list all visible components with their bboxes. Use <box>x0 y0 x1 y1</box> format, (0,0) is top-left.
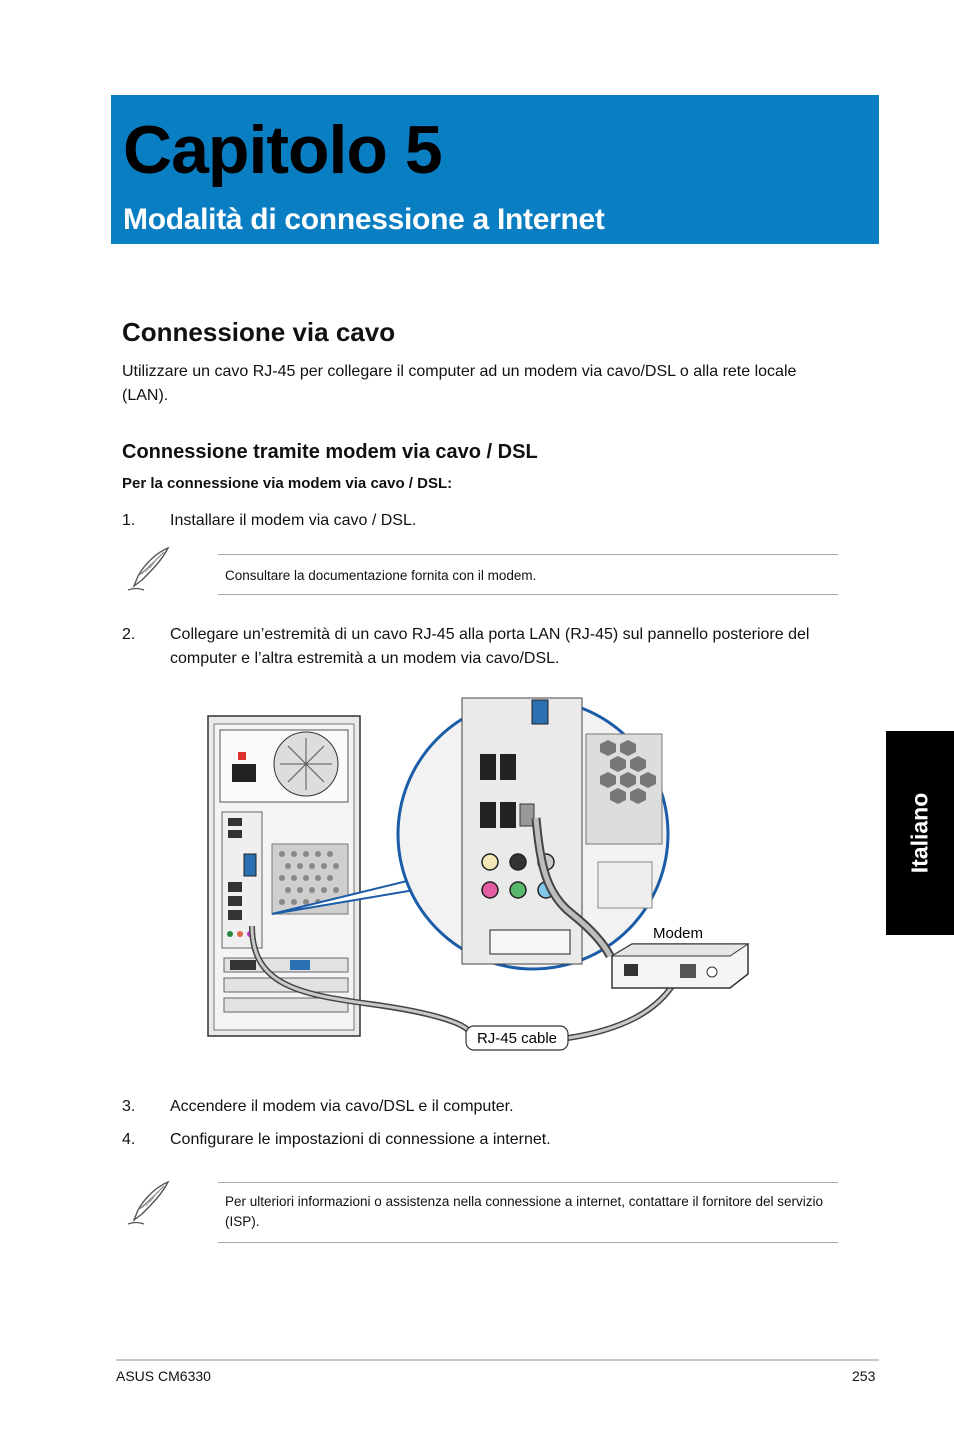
note-top-rule <box>218 554 838 555</box>
chapter-title: Capitolo 5 <box>123 112 442 188</box>
modem-device <box>612 944 748 988</box>
step-text: Collegare un’estremità di un cavo RJ-45 alla porta LAN (RJ-45) sul pannello posteriore del computer e l’altra estremità a un modem via cavo/DSL. <box>170 626 810 667</box>
step-number: 4. <box>122 1131 136 1148</box>
page-number: 253 <box>852 1368 876 1384</box>
section-intro: Utilizzare un cavo RJ-45 per collegare il computer ad un modem via cavo/DSL o alla rete locale (LAN). <box>122 363 797 404</box>
step-number: 1. <box>122 512 136 529</box>
pc-rear-panel <box>208 716 360 1036</box>
connection-diagram <box>200 694 760 1054</box>
step-text: Accendere il modem via cavo/DSL e il computer. <box>170 1098 514 1115</box>
note-bottom-rule <box>218 1242 838 1243</box>
footer-rule <box>116 1359 879 1361</box>
pen-icon <box>124 544 174 594</box>
note-text: Consultare la documentazione fornita con il modem. <box>225 568 537 583</box>
language-tab-label: Italiano <box>906 792 933 874</box>
modem-label: Modem <box>653 925 704 942</box>
step-number: 2. <box>122 626 136 643</box>
cable-label: RJ-45 cable <box>476 1030 558 1047</box>
note-bottom-rule <box>218 594 838 595</box>
subsection-lead: Per la connessione via modem via cavo / DSL: <box>122 475 453 492</box>
step-number: 3. <box>122 1098 136 1115</box>
section-heading: Connessione via cavo <box>122 317 396 347</box>
note-top-rule <box>218 1182 838 1183</box>
chapter-subtitle: Modalità di connessione a Internet <box>123 203 605 236</box>
zoom-callout <box>398 698 668 969</box>
step-text: Installare il modem via cavo / DSL. <box>170 512 417 529</box>
subsection-heading: Connessione tramite modem via cavo / DSL <box>122 441 538 463</box>
note-text: Per ulteriori informazioni o assistenza nella connessione a internet, contattare il fornitore del servizio (ISP). <box>225 1194 824 1229</box>
language-tab <box>886 731 954 935</box>
pen-icon <box>124 1178 174 1228</box>
step-text: Configurare le impostazioni di connessione a internet. <box>170 1131 551 1148</box>
footer-product: ASUS CM6330 <box>116 1368 211 1384</box>
